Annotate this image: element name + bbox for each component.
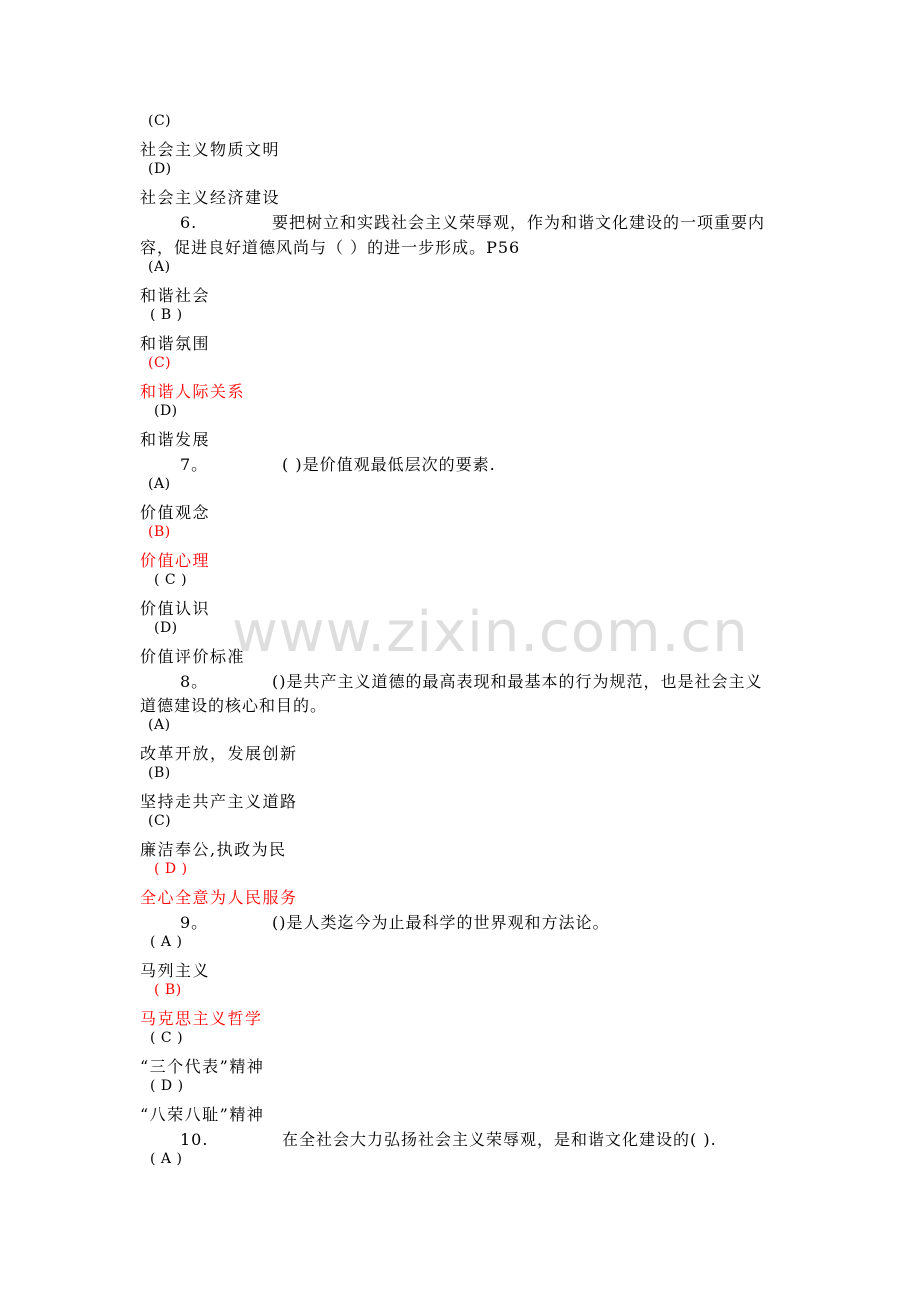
option-label-a: (A)	[148, 259, 171, 275]
option-label-c: (C)	[148, 113, 172, 129]
answer-label: (B)	[148, 524, 171, 540]
question-7	[140, 452, 496, 475]
option-label-b: (B)	[148, 765, 171, 781]
option-text: 廉洁奉公,执政为民	[140, 840, 287, 859]
question-10	[140, 1127, 717, 1150]
answer-label: (C)	[148, 355, 172, 371]
question-text: 在全社会大力弘扬社会主义荣辱观，是和谐文化建设的( ).	[282, 1130, 717, 1149]
question-text: ()是共产主义道德的最高表现和最基本的行为规范，也是社会主义	[272, 672, 763, 691]
question-text-continued: 道德建设的核心和目的。	[140, 696, 328, 715]
option-label-c: (C)	[148, 813, 172, 829]
option-label-d: ( D )	[150, 1078, 184, 1094]
option-label-a: (A)	[148, 476, 171, 492]
answer-text: 马克思主义哲学	[140, 1009, 263, 1028]
question-text: ( )是价值观最低层次的要素.	[282, 455, 496, 474]
question-text: 要把树立和实践社会主义荣辱观，作为和谐文化建设的一项重要内	[272, 213, 766, 232]
option-label-c: ( C )	[154, 572, 188, 588]
option-text: 马列主义	[140, 961, 211, 980]
option-label-d: (D)	[154, 403, 178, 419]
option-label-a: ( A )	[150, 934, 183, 950]
option-text: 价值观念	[140, 503, 211, 522]
question-text: ()是人类迄今为止最科学的世界观和方法论。	[272, 913, 610, 932]
question-9	[140, 910, 610, 933]
answer-label: ( D )	[154, 861, 188, 877]
option-text: 社会主义经济建设	[140, 188, 281, 207]
option-label-a: (A)	[148, 717, 171, 733]
option-text: “三个代表”精神	[140, 1057, 265, 1076]
question-number: 10.	[180, 1130, 209, 1149]
question-8	[140, 669, 763, 692]
question-6	[140, 210, 765, 233]
question-number: 7。	[180, 455, 209, 474]
option-label-c: ( C )	[150, 1030, 184, 1046]
option-text: 坚持走共产主义道路	[140, 792, 298, 811]
option-label-d: (D)	[154, 620, 178, 636]
option-label-d: (D)	[148, 161, 172, 177]
answer-label: ( B)	[154, 982, 182, 998]
option-text: 价值评价标准	[140, 647, 246, 666]
answer-text: 价值心理	[140, 551, 211, 570]
option-text: “八荣八耻”精神	[140, 1105, 265, 1124]
option-text: 和谐氛围	[140, 334, 211, 353]
option-label-b: ( B )	[150, 307, 183, 323]
question-number: 9。	[180, 913, 209, 932]
option-text: 和谐发展	[140, 430, 211, 449]
option-text: 社会主义物质文明	[140, 140, 281, 159]
option-text: 价值认识	[140, 599, 211, 618]
option-text: 和谐社会	[140, 286, 211, 305]
question-number: 6.	[180, 213, 198, 232]
question-text-continued: 容，促进良好道德风尚与（ ）的进一步形成。P56	[140, 238, 521, 257]
answer-text: 和谐人际关系	[140, 382, 246, 401]
watermark: www.zixin.com.cn	[232, 600, 749, 665]
question-number: 8。	[180, 672, 209, 691]
answer-text: 全心全意为人民服务	[140, 888, 298, 907]
option-text: 改革开放，发展创新	[140, 744, 298, 763]
option-label-a: ( A )	[150, 1151, 183, 1167]
